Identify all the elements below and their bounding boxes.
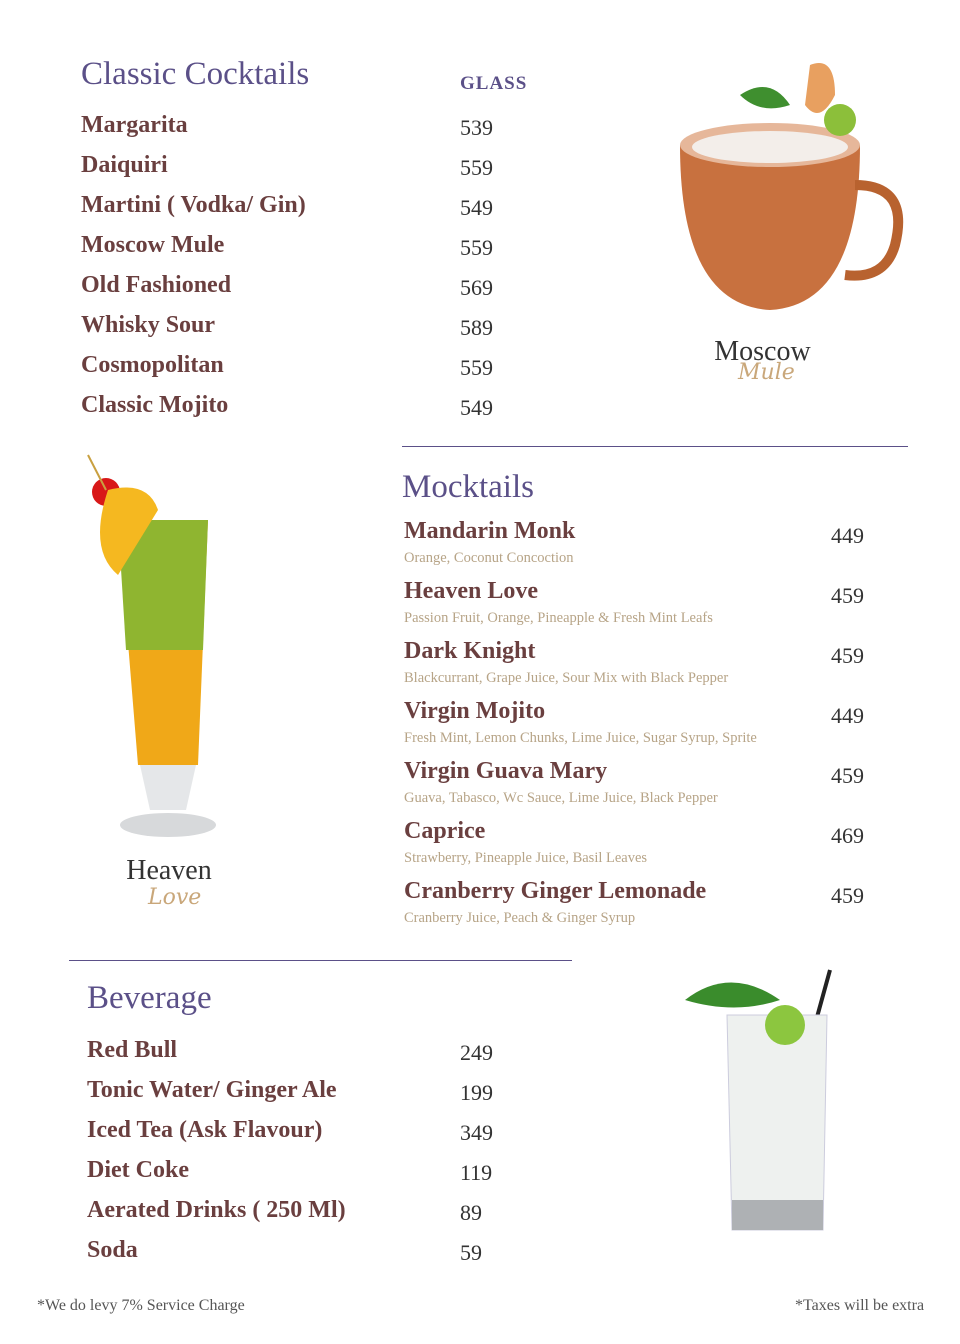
item-name: Martini ( Vodka/ Gin) <box>81 192 306 218</box>
beverage-heading: Beverage <box>87 980 212 1016</box>
item-description: Orange, Coconut Concoction <box>404 550 574 566</box>
item-name: Soda <box>87 1237 138 1263</box>
love-script-caption: Love <box>148 885 202 910</box>
item-name: Virgin Guava Mary <box>404 758 608 784</box>
item-description: Blackcurrant, Grape Juice, Sour Mix with Black Pepper <box>404 670 729 686</box>
item-name: Old Fashioned <box>81 272 232 298</box>
item-name: Moscow Mule <box>81 232 225 258</box>
item-price: 59 <box>460 1240 482 1265</box>
item-price: 559 <box>460 355 493 380</box>
item-name: Virgin Mojito <box>404 698 546 724</box>
item-name: Margarita <box>81 112 188 138</box>
item-price: 449 <box>831 523 864 548</box>
item-price: 549 <box>460 395 493 420</box>
mule-script-caption: Mule <box>738 360 795 385</box>
item-description: Guava, Tabasco, Wc Sauce, Lime Juice, Black Pepper <box>404 790 718 806</box>
item-price: 549 <box>460 195 493 220</box>
item-name: Heaven Love <box>404 578 538 604</box>
taxes-note: *Taxes will be extra <box>795 1297 925 1314</box>
item-price: 349 <box>460 1120 493 1145</box>
item-price: 589 <box>460 315 493 340</box>
item-price: 89 <box>460 1200 482 1225</box>
item-description: Fresh Mint, Lemon Chunks, Lime Juice, Sugar Syrup, Sprite <box>404 730 757 746</box>
item-name: Whisky Sour <box>81 312 216 338</box>
moscow-mule-image <box>660 55 910 325</box>
item-name: Classic Mojito <box>81 392 229 418</box>
moscow-caption: Moscow <box>714 336 811 367</box>
item-price: 559 <box>460 155 493 180</box>
item-price: 559 <box>460 235 493 260</box>
item-price: 459 <box>831 643 864 668</box>
item-name: Aerated Drinks ( 250 Ml) <box>87 1197 346 1223</box>
item-description: Strawberry, Pineapple Juice, Basil Leaves <box>404 850 648 866</box>
heaven-caption: Heaven <box>126 855 212 886</box>
item-price: 119 <box>460 1160 493 1185</box>
item-name: Cranberry Ginger Lemonade <box>404 878 707 904</box>
item-price: 449 <box>831 703 864 728</box>
divider <box>402 446 908 447</box>
mocktails-heading: Mocktails <box>402 469 534 505</box>
item-price: 569 <box>460 275 493 300</box>
item-description: Passion Fruit, Orange, Pineapple & Fresh Mint Leafs <box>404 610 713 626</box>
item-name: Tonic Water/ Ginger Ale <box>87 1077 337 1103</box>
item-name: Mandarin Monk <box>404 518 576 544</box>
classic-cocktails-heading: Classic Cocktails <box>81 56 310 92</box>
divider <box>69 960 572 961</box>
glass-column-header: GLASS <box>460 73 528 94</box>
item-price: 459 <box>831 583 864 608</box>
item-name: Caprice <box>404 818 486 844</box>
heaven-love-image <box>78 450 218 845</box>
item-name: Diet Coke <box>87 1157 189 1183</box>
item-name: Daiquiri <box>81 152 168 178</box>
item-name: Iced Tea (Ask Flavour) <box>87 1117 323 1143</box>
item-name: Dark Knight <box>404 638 536 664</box>
item-price: 459 <box>831 883 864 908</box>
item-price: 249 <box>460 1040 493 1065</box>
service-charge-note: *We do levy 7% Service Charge <box>37 1297 245 1314</box>
item-price: 199 <box>460 1080 493 1105</box>
mojito-glass-image <box>680 965 840 1240</box>
item-name: Red Bull <box>87 1037 178 1063</box>
item-name: Cosmopolitan <box>81 352 224 378</box>
item-price: 539 <box>460 115 493 140</box>
item-description: Cranberry Juice, Peach & Ginger Syrup <box>404 910 636 926</box>
item-price: 469 <box>831 823 864 848</box>
item-price: 459 <box>831 763 864 788</box>
